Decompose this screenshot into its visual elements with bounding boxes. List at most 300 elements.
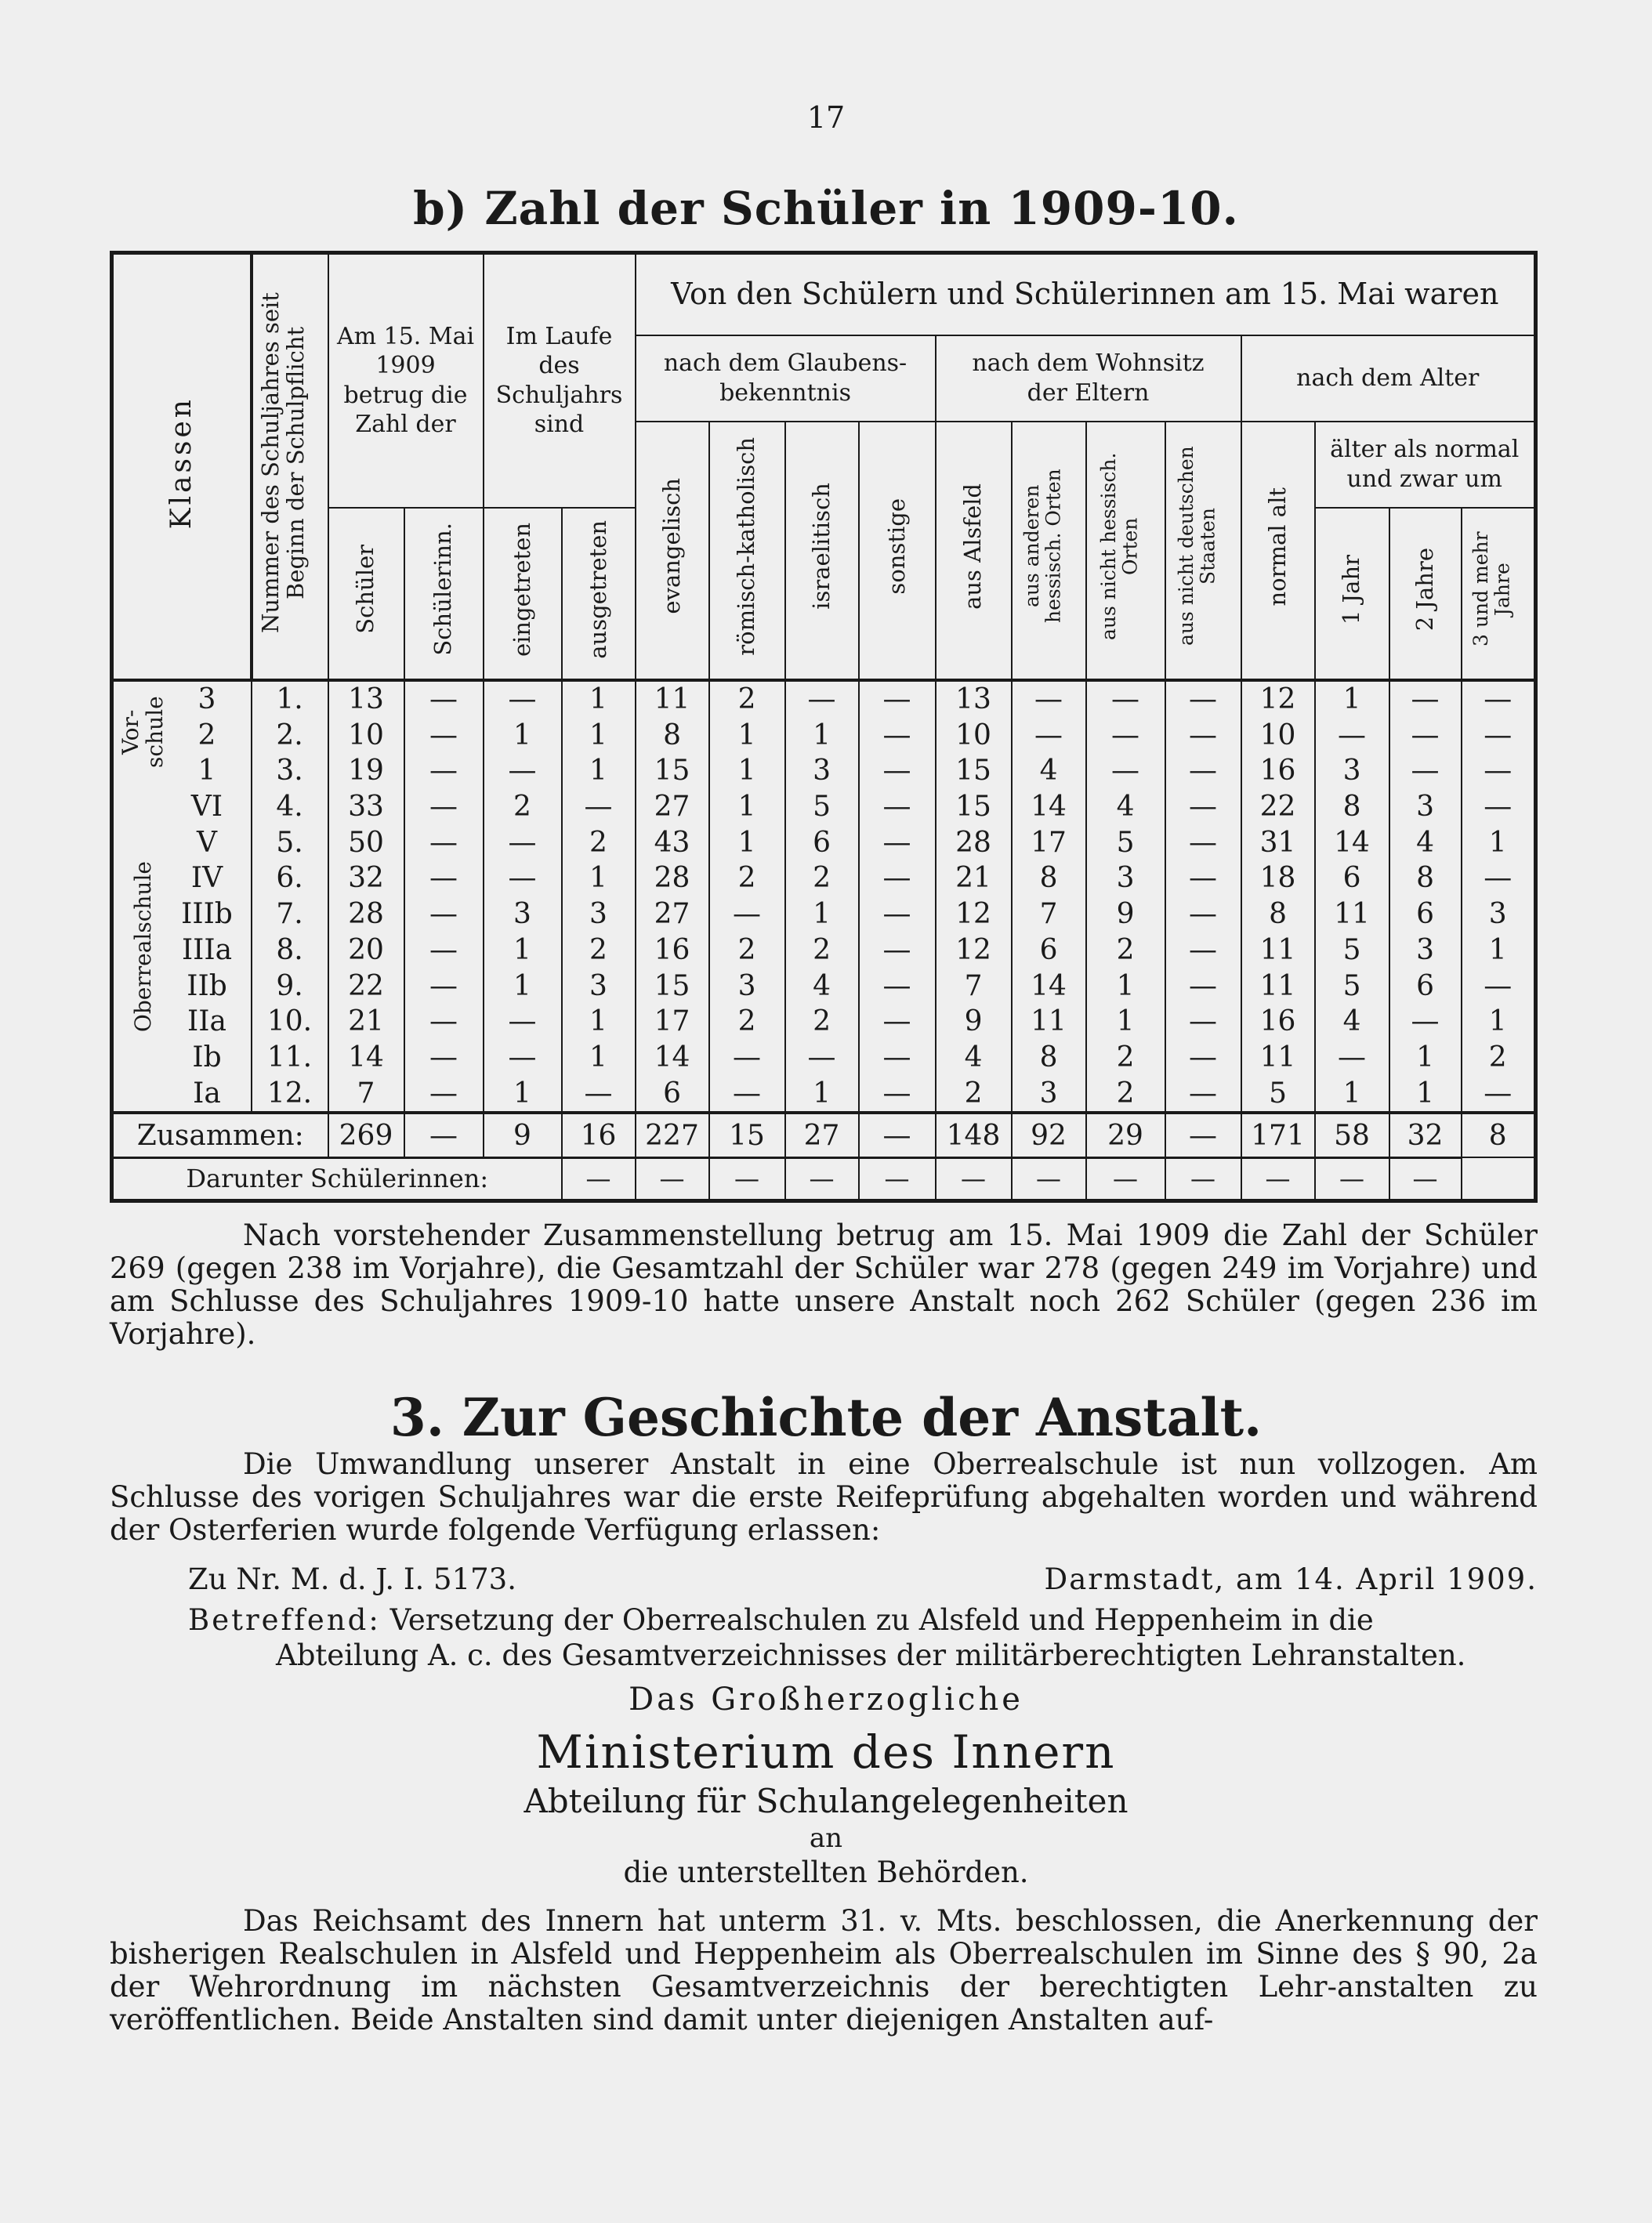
table-cell: 2 — [709, 1004, 785, 1040]
table-cell: — — [1315, 1040, 1389, 1076]
table-cell: — — [859, 1157, 936, 1200]
table-cell: 27 — [785, 1113, 859, 1157]
school-year-number: 12. — [252, 1075, 328, 1113]
header-2-jahre: 2 Jahre — [1389, 508, 1462, 680]
table-cell: — — [859, 968, 936, 1004]
table-cell: 1 — [562, 860, 636, 896]
table-cell: — — [709, 1157, 785, 1200]
table-cell: — — [1165, 753, 1241, 789]
table-cell: — — [1012, 717, 1086, 753]
table-cell: 3 — [785, 753, 859, 789]
table-row — [112, 860, 1536, 896]
table-cell: — — [859, 789, 936, 825]
decree-recipients: die unterstellten Behörden. — [623, 1856, 1029, 1889]
group-vorschule: Vor-schule — [112, 680, 175, 789]
table-cell: — — [859, 896, 936, 932]
class-label: IIb — [175, 968, 252, 1004]
table-cell: 2 — [785, 860, 859, 896]
table-cell: — — [1389, 1157, 1462, 1200]
table-cell: — — [562, 789, 636, 825]
table-cell: 1 — [709, 789, 785, 825]
table-cell: 1 — [562, 1040, 636, 1076]
school-year-number: 8. — [252, 932, 328, 968]
class-label: IIa — [175, 1004, 252, 1040]
betreff-label: Betreffend: — [188, 1603, 381, 1637]
table-row — [112, 753, 1536, 789]
table-cell: — — [1389, 753, 1462, 789]
table-cell: 3 — [1389, 932, 1462, 968]
table-cell: — — [484, 1004, 562, 1040]
table-cell: — — [404, 968, 484, 1004]
table-cell: 4 — [1315, 1004, 1389, 1040]
table-cell: — — [1165, 1157, 1241, 1200]
table-cell: 1 — [1315, 1075, 1389, 1113]
table-cell: — — [859, 1113, 936, 1157]
table-cell: — — [785, 680, 859, 718]
table-row — [112, 680, 1536, 718]
table-cell: 14 — [636, 1040, 709, 1076]
header-3-jahre: 3 und mehr Jahre — [1462, 508, 1536, 680]
table-cell: 6 — [1315, 860, 1389, 896]
table-cell: 3 — [562, 968, 636, 1004]
table-cell: 22 — [1241, 789, 1315, 825]
table-cell: 6 — [1389, 968, 1462, 1004]
table-cell: — — [404, 932, 484, 968]
table-cell: 1 — [484, 932, 562, 968]
table-cell: 7 — [936, 968, 1012, 1004]
table-cell: 2 — [1086, 1040, 1165, 1076]
table-cell: — — [1389, 717, 1462, 753]
betreff-text: Versetzung der Oberrealschulen zu Alsfeld und Heppenheim in die — [389, 1603, 1374, 1637]
table-cell: — — [404, 789, 484, 825]
table-cell: 1 — [709, 717, 785, 753]
girls-label: Darunter Schülerinnen: — [112, 1157, 562, 1200]
paragraph-decree: Das Reichsamt des Innern hat unterm 31. v. Mts. beschlossen, die Anerkennung der bisherigen Realschulen in Alsfeld und Heppenheim als Oberrealschulen im Sinne des § 90, 2a der Wehrordnung im nächsten Gesamtverzeichnis der berechtigten Lehr-anstalten zu veröffentlichen. Beide Anstalten sind damit unter diejenigen Anstalten auf- — [110, 1904, 1538, 2037]
table-cell: 28 — [936, 824, 1012, 860]
table-cell: 16 — [562, 1113, 636, 1157]
student-count-table — [110, 251, 1538, 1203]
header-andere-hessische-orte: aus anderen hessisch. Orten — [1012, 422, 1086, 680]
table-cell: 2 — [785, 1004, 859, 1040]
table-cell: 32 — [1389, 1113, 1462, 1157]
table-cell: — — [1165, 932, 1241, 968]
table-cell: — — [636, 1157, 709, 1200]
table-cell: — — [1086, 680, 1165, 718]
table-cell: 28 — [636, 860, 709, 896]
table-cell: — — [404, 1075, 484, 1113]
table-cell: 2 — [1086, 1075, 1165, 1113]
table-cell: 7 — [1012, 896, 1086, 932]
table-cell: 8 — [1389, 860, 1462, 896]
table-cell: 3 — [562, 896, 636, 932]
page-number: 17 — [806, 100, 846, 135]
table-cell: 8 — [1241, 896, 1315, 932]
reference-number: Zu Nr. M. d. J. I. 5173. — [188, 1562, 516, 1596]
school-year-number: 2. — [252, 717, 328, 753]
table-cell: — — [785, 1157, 859, 1200]
table-cell: 15 — [709, 1113, 785, 1157]
table-cell: — — [1462, 753, 1536, 789]
table-cell: 27 — [636, 896, 709, 932]
table-cell: — — [1012, 1157, 1086, 1200]
table-cell: — — [859, 753, 936, 789]
table-cell: 1 — [785, 1075, 859, 1113]
table-cell: 13 — [328, 680, 404, 718]
table-row — [112, 1075, 1536, 1113]
table-cell: 148 — [936, 1113, 1012, 1157]
table-cell: — — [1165, 1113, 1241, 1157]
total-label: Zusammen: — [112, 1113, 328, 1157]
school-year-number: 6. — [252, 860, 328, 896]
decree-an: an — [809, 1823, 843, 1854]
header-nicht-hessische-orte: aus nicht hessisch. Orten — [1086, 422, 1165, 680]
header-israelitisch: israelitisch — [785, 422, 859, 680]
table-row — [112, 1004, 1536, 1040]
table-cell: 28 — [328, 896, 404, 932]
header-schueler: Schüler — [328, 508, 404, 680]
school-year-number: 4. — [252, 789, 328, 825]
table-cell: — — [404, 896, 484, 932]
class-label: IV — [175, 860, 252, 896]
header-von-den-schuelern: Von den Schülern und Schülerinnen am 15. Mai waren — [636, 253, 1536, 335]
header-schuelerinnen: Schülerinn. — [404, 508, 484, 680]
table-cell: 3 — [1086, 860, 1165, 896]
header-im-laufe: Im Laufe des Schuljahrs sind — [484, 253, 636, 508]
total-row — [112, 1113, 1536, 1157]
table-cell: 2 — [484, 789, 562, 825]
table-cell: 227 — [636, 1113, 709, 1157]
table-cell: 15 — [636, 968, 709, 1004]
table-cell: 11 — [1315, 896, 1389, 932]
paragraph-history: Die Umwandlung unserer Anstalt in eine Oberrealschule ist nun vollzogen. Am Schlusse des vorigen Schuljahres war die erste Reifeprüfung abgehalten worden und während der Osterferien wurde folgende Verfügung erlassen: — [110, 1447, 1538, 1547]
class-label: 2 — [175, 717, 252, 753]
school-year-number: 10. — [252, 1004, 328, 1040]
betreff-line-2: Abteilung A. c. des Gesamtverzeichnisses der militärberechtigten Lehranstalten. — [276, 1638, 1466, 1672]
paragraph-summary: Nach vorstehender Zusammenstellung betrug am 15. Mai 1909 die Zahl der Schüler 269 (gegen 238 im Vorjahre), die Gesamtzahl der Schüler war 278 (gegen 249 im Vorjahre) und am Schlusse des Schuljahres 1909-10 hatte unsere Anstalt noch 262 Schüler (gegen 236 im Vorjahre). — [110, 1218, 1538, 1351]
table-cell: — — [484, 824, 562, 860]
header-eingetreten: eingetreten — [484, 508, 562, 680]
table-cell: — — [1462, 968, 1536, 1004]
table-cell: 9 — [484, 1113, 562, 1157]
table-cell: 58 — [1315, 1113, 1389, 1157]
table-body — [112, 680, 1536, 1113]
section-3-title: 3. Zur Geschichte der Anstalt. — [389, 1387, 1263, 1448]
table-cell: — — [404, 753, 484, 789]
table-row — [112, 896, 1536, 932]
table-cell: 1 — [1086, 1004, 1165, 1040]
table-cell: 2 — [1086, 932, 1165, 968]
table-cell: 15 — [936, 753, 1012, 789]
school-year-number: 1. — [252, 680, 328, 718]
table-cell: 27 — [636, 789, 709, 825]
table-cell: 6 — [636, 1075, 709, 1113]
table-cell: 1 — [1389, 1075, 1462, 1113]
table-cell: — — [1086, 717, 1165, 753]
table-row — [112, 932, 1536, 968]
table-cell: 5 — [1315, 932, 1389, 968]
table-cell: 10 — [328, 717, 404, 753]
table-cell: — — [1462, 860, 1536, 896]
table-cell: 50 — [328, 824, 404, 860]
header-glaubensbekenntnis: nach dem Glaubens-bekenntnis — [636, 335, 936, 422]
table-cell: 12 — [936, 932, 1012, 968]
table-cell: 1 — [1462, 1004, 1536, 1040]
place-and-date: Darmstadt, am 14. April 1909. — [1044, 1562, 1538, 1596]
table-cell: 31 — [1241, 824, 1315, 860]
table-cell: 1 — [484, 1075, 562, 1113]
table-cell: 171 — [1241, 1113, 1315, 1157]
table-cell: — — [1462, 1075, 1536, 1113]
table-cell: 3 — [1389, 789, 1462, 825]
table-cell: 1 — [785, 896, 859, 932]
table-cell: 12 — [936, 896, 1012, 932]
table-cell: — — [1086, 1157, 1165, 1200]
table-cell: 9 — [1086, 896, 1165, 932]
table-cell: 2 — [785, 932, 859, 968]
table-cell: 3 — [1315, 753, 1389, 789]
decree-sender: Das Großherzogliche — [629, 1682, 1023, 1718]
table-cell: — — [859, 1040, 936, 1076]
table-cell: 1 — [1389, 1040, 1462, 1076]
table-cell: 2 — [709, 680, 785, 718]
table-row — [112, 717, 1536, 753]
table-cell: 4 — [1012, 753, 1086, 789]
table-cell: — — [1165, 1040, 1241, 1076]
table-cell: 5 — [1086, 824, 1165, 860]
table-cell: 4 — [936, 1040, 1012, 1076]
table-cell: — — [484, 1040, 562, 1076]
table-cell: — — [404, 680, 484, 718]
table-cell: — — [936, 1157, 1012, 1200]
table-cell: — — [404, 824, 484, 860]
table-cell: 1 — [484, 717, 562, 753]
table-row — [112, 1040, 1536, 1076]
table-cell: 12 — [1241, 680, 1315, 718]
header-ausgetreten: ausgetreten — [562, 508, 636, 680]
table-cell: 15 — [936, 789, 1012, 825]
table-cell: 17 — [636, 1004, 709, 1040]
table-cell: 11 — [1241, 1040, 1315, 1076]
table-cell: — — [1462, 717, 1536, 753]
table-cell: 11 — [1012, 1004, 1086, 1040]
table-cell: — — [1389, 1004, 1462, 1040]
school-year-number: 7. — [252, 896, 328, 932]
table-cell: 92 — [1012, 1113, 1086, 1157]
table-cell: 16 — [1241, 753, 1315, 789]
table-cell: 2 — [936, 1075, 1012, 1113]
table-cell: 11 — [1241, 932, 1315, 968]
table-cell: 16 — [1241, 1004, 1315, 1040]
table-cell: — — [484, 860, 562, 896]
table-cell: — — [1389, 680, 1462, 718]
table-cell: — — [859, 680, 936, 718]
table-cell: 11 — [636, 680, 709, 718]
table-cell: 3 — [709, 968, 785, 1004]
table-cell: 5 — [1315, 968, 1389, 1004]
table-cell: — — [404, 1040, 484, 1076]
table-cell: — — [859, 1004, 936, 1040]
table-cell: 18 — [1241, 860, 1315, 896]
table-cell: 1 — [785, 717, 859, 753]
table-cell: 16 — [636, 932, 709, 968]
table-cell: 14 — [1012, 789, 1086, 825]
table-cell: — — [1165, 1075, 1241, 1113]
class-label: VI — [175, 789, 252, 825]
table-cell: — — [859, 932, 936, 968]
class-label: 3 — [175, 680, 252, 718]
table-cell: 4 — [785, 968, 859, 1004]
table-cell: — — [1241, 1157, 1315, 1200]
table-cell: 21 — [936, 860, 1012, 896]
table-cell: 8 — [1462, 1113, 1536, 1157]
header-am-15-mai: Am 15. Mai 1909 betrug die Zahl der — [328, 253, 484, 508]
header-sonstige: sonstige — [859, 422, 936, 680]
table-cell: — — [1165, 1004, 1241, 1040]
table-cell: — — [1165, 717, 1241, 753]
school-year-number: 3. — [252, 753, 328, 789]
table-cell: 8 — [636, 717, 709, 753]
table-cell: 8 — [1012, 1040, 1086, 1076]
table-cell: 1 — [562, 717, 636, 753]
table-cell: — — [1462, 680, 1536, 718]
table-cell: — — [1165, 860, 1241, 896]
class-label: Ib — [175, 1040, 252, 1076]
table-cell: 10 — [1241, 717, 1315, 753]
table-cell: 1 — [709, 824, 785, 860]
table-cell: — — [859, 717, 936, 753]
school-year-number: 11. — [252, 1040, 328, 1076]
table-cell: — — [709, 896, 785, 932]
table-cell: — — [859, 824, 936, 860]
table-cell: 3 — [1012, 1075, 1086, 1113]
table-cell: 1 — [1086, 968, 1165, 1004]
school-year-number: 5. — [252, 824, 328, 860]
table-cell: 8 — [1315, 789, 1389, 825]
table-cell: 14 — [1012, 968, 1086, 1004]
table-cell: — — [1165, 896, 1241, 932]
table-cell: 1 — [562, 1004, 636, 1040]
header-alter: nach dem Alter — [1241, 335, 1536, 422]
table-cell: 22 — [328, 968, 404, 1004]
table-cell: — — [1165, 824, 1241, 860]
table-cell: 19 — [328, 753, 404, 789]
table-cell: — — [859, 1075, 936, 1113]
header-evangelisch: evangelisch — [636, 422, 709, 680]
table-cell: — — [404, 1004, 484, 1040]
table-cell: — — [562, 1157, 636, 1200]
table-cell: 32 — [328, 860, 404, 896]
table-cell: 1 — [484, 968, 562, 1004]
table-cell: — — [484, 680, 562, 718]
table-cell: — — [404, 860, 484, 896]
betreff-line — [188, 1603, 1374, 1637]
table-cell: — — [859, 860, 936, 896]
table-cell: 1 — [1462, 932, 1536, 968]
table-cell: 2 — [1462, 1040, 1536, 1076]
table-cell: 1 — [562, 753, 636, 789]
table-cell: 43 — [636, 824, 709, 860]
header-nicht-deutsche-staaten: aus nicht deutschen Staaten — [1165, 422, 1241, 680]
header-nummer: Nummer des Schuljahres seit Beginn der Schulpflicht — [252, 253, 328, 680]
table-cell: — — [1165, 968, 1241, 1004]
decree-department: Abteilung für Schulangelegenheiten — [523, 1782, 1129, 1820]
decree-ministry: Ministerium des Innern — [536, 1725, 1116, 1779]
table-cell: — — [1165, 680, 1241, 718]
table-cell: — — [484, 753, 562, 789]
table-cell: 4 — [1389, 824, 1462, 860]
table-cell: 33 — [328, 789, 404, 825]
table-cell: 4 — [1086, 789, 1165, 825]
table-cell: 8 — [1012, 860, 1086, 896]
class-label: IIIb — [175, 896, 252, 932]
table-cell: 14 — [1315, 824, 1389, 860]
table-cell: 29 — [1086, 1113, 1165, 1157]
table-cell: — — [404, 1113, 484, 1157]
header-1-jahr: 1 Jahr — [1315, 508, 1389, 680]
table-cell: 1 — [1462, 824, 1536, 860]
table-row — [112, 789, 1536, 825]
table-row — [112, 824, 1536, 860]
table-cell: 11 — [1241, 968, 1315, 1004]
table-cell: 269 — [328, 1113, 404, 1157]
table-cell: 5 — [1241, 1075, 1315, 1113]
table-cell: 6 — [1389, 896, 1462, 932]
table-cell: — — [1315, 717, 1389, 753]
header-klassen: Klassen — [112, 253, 252, 680]
table-cell: 10 — [936, 717, 1012, 753]
table-cell: 13 — [936, 680, 1012, 718]
table-cell: — — [1315, 1157, 1389, 1200]
header-wohnsitz: nach dem Wohnsitz der Eltern — [936, 335, 1241, 422]
table-cell: 6 — [785, 824, 859, 860]
table-cell: — — [1012, 680, 1086, 718]
table-cell: 2 — [562, 932, 636, 968]
table-cell: — — [709, 1075, 785, 1113]
table-cell: 1 — [562, 680, 636, 718]
table-cell: 3 — [1462, 896, 1536, 932]
table-cell: 1 — [1315, 680, 1389, 718]
header-katholisch: römisch-katholisch — [709, 422, 785, 680]
table-cell: — — [709, 1040, 785, 1076]
table-row — [112, 968, 1536, 1004]
table-cell: 21 — [328, 1004, 404, 1040]
table-cell: 6 — [1012, 932, 1086, 968]
class-label: V — [175, 824, 252, 860]
table-cell: 14 — [328, 1040, 404, 1076]
girls-row — [112, 1157, 1536, 1200]
table-cell: 17 — [1012, 824, 1086, 860]
table-cell: 3 — [484, 896, 562, 932]
group-oberrealschule: Oberrealschule — [112, 789, 175, 1113]
table-cell: — — [562, 1075, 636, 1113]
table-cell: — — [1165, 789, 1241, 825]
table-cell: 2 — [562, 824, 636, 860]
table-cell: 20 — [328, 932, 404, 968]
class-label: 1 — [175, 753, 252, 789]
header-normal-alt: normal alt — [1241, 422, 1315, 680]
table-cell: 9 — [936, 1004, 1012, 1040]
table-cell: 1 — [709, 753, 785, 789]
header-aelter-als-normal: älter als normal und zwar um — [1315, 422, 1536, 508]
school-year-number: 9. — [252, 968, 328, 1004]
table-cell: 2 — [709, 860, 785, 896]
table-cell: 5 — [785, 789, 859, 825]
table-cell: 15 — [636, 753, 709, 789]
table-cell: — — [1462, 789, 1536, 825]
header-aus-alsfeld: aus Alsfeld — [936, 422, 1012, 680]
class-label: Ia — [175, 1075, 252, 1113]
table-cell: — — [404, 717, 484, 753]
